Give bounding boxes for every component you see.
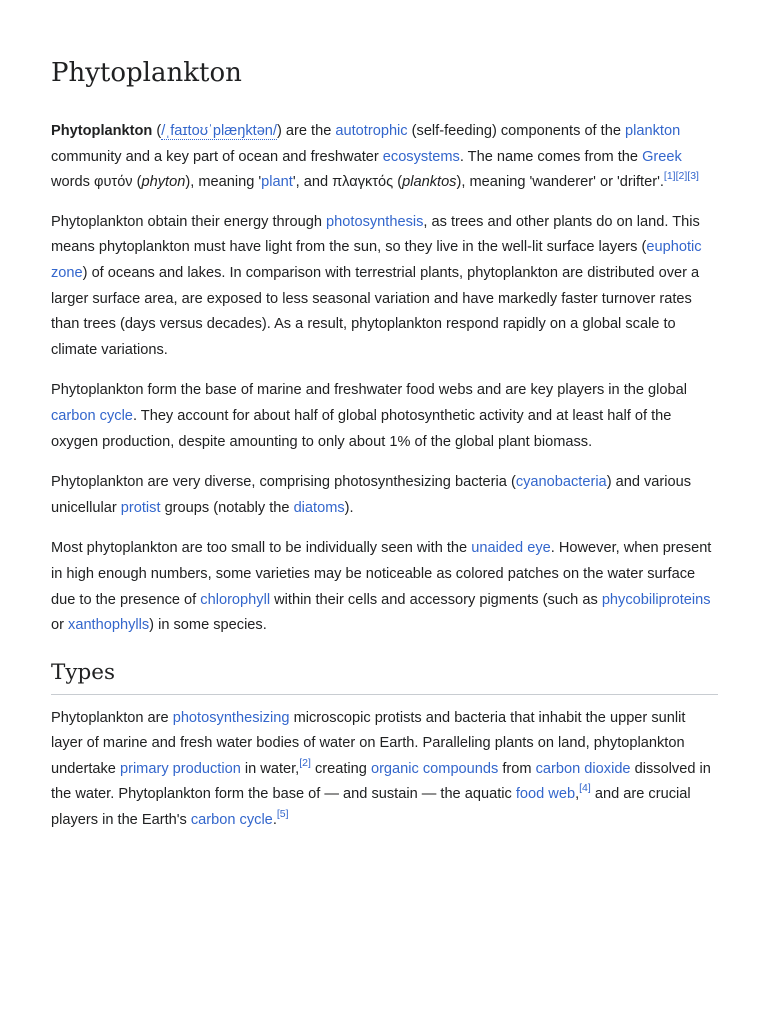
citation-ref-4[interactable] [579, 782, 591, 794]
citation-ref-2[interactable] [676, 170, 688, 182]
link-ecosystems[interactable]: ecosystems [382, 148, 460, 165]
text-run: (self-feeding) components of the [407, 123, 626, 139]
lead-term: Phytoplankton [51, 123, 153, 139]
italic-planktos: planktos [402, 174, 457, 191]
text-run: ( [152, 123, 162, 139]
link-cyanobacteria[interactable]: cyanobacteria [515, 474, 607, 491]
text-run: groups (notably the [160, 499, 294, 516]
text-run: and are crucial players in the Earth's [51, 786, 691, 829]
text-run: . They account for about half of global photosynthetic activity and at least half of the oxygen production, despite amounting to only about 1% of the global plant biomass. [51, 407, 672, 450]
text-run: within their cells and accessory pigments (such as [270, 591, 602, 608]
text-run: ), meaning 'wanderer' or 'drifter'. [456, 174, 664, 191]
italic-phyton: phyton [141, 174, 186, 191]
link-carbon-dioxide[interactable]: carbon dioxide [535, 760, 631, 777]
ipa-pronunciation-link[interactable]: /ˌfaɪtoʊˈplæŋktən/ [161, 123, 277, 139]
text-run: Phytoplankton form the base of marine and freshwater food webs and are key players in the global [51, 382, 688, 399]
link-carbon-cycle[interactable]: carbon cycle [51, 407, 133, 424]
link-diatoms[interactable]: diatoms [293, 499, 345, 516]
text-run: Most phytoplankton are too small to be individually seen with the [51, 540, 472, 557]
text-run: dissolved in the water. Phytoplankton form the base of — and sustain — the aquatic [51, 760, 711, 803]
text-run: Phytoplankton obtain their energy through [51, 213, 327, 230]
citation-ref-2[interactable] [299, 757, 311, 769]
text-run: ) in some species. [149, 617, 267, 634]
citation-link[interactable]: [2] [299, 756, 311, 769]
link-phycobiliproteins[interactable]: phycobiliproteins [601, 591, 711, 608]
intro-paragraph-3 [51, 378, 718, 455]
text-run: ) are the [276, 123, 336, 139]
citation-ref-5[interactable] [277, 808, 289, 820]
intro-paragraph-4 [51, 470, 718, 521]
text-run: , as trees and other plants do on land. This means phytoplankton must have light from the sun, so they live in the well-lit surface layers ( [51, 213, 700, 256]
link-euphotic-zone[interactable]: euphotic zone [51, 239, 702, 281]
intro-paragraph-2 [51, 210, 718, 364]
link-carbon-cycle[interactable]: carbon cycle [190, 812, 273, 829]
citation-link[interactable]: [4] [579, 782, 591, 795]
citation-ref-1[interactable] [664, 170, 676, 182]
text-run: community and a key part of ocean and freshwater [51, 148, 383, 165]
citation-ref-3[interactable] [687, 170, 699, 182]
link-food-web[interactable]: food web [515, 786, 576, 803]
text-run: , [575, 786, 580, 803]
link-protist[interactable]: protist [120, 499, 161, 516]
text-run: . The name comes from the [459, 148, 643, 165]
text-run: ), meaning ' [185, 174, 262, 191]
text-run: Phytoplankton are very diverse, comprising photosynthesizing bacteria ( [51, 474, 516, 491]
text-run: ). [344, 499, 354, 516]
link-organic-compounds[interactable]: organic compounds [370, 760, 499, 777]
citation-link[interactable]: [5] [276, 808, 289, 821]
text-run: creating [310, 760, 371, 777]
text-run: words φυτόν ( [51, 174, 142, 191]
text-run: ) of oceans and lakes. In comparison with terrestrial plants, phytoplankton are distributed over a larger surface area, are exposed to less seasonal variation and have markedly faster turnover rates than trees (days versus decades). As a result, phytoplankton respond rapidly on a global scale to climate variations. [51, 264, 700, 358]
types-paragraph-1 [51, 706, 718, 834]
intro-paragraph-5 [51, 536, 718, 638]
text-run: in water, [240, 760, 300, 777]
intro-paragraph-1 [51, 119, 718, 196]
citation-link[interactable]: [3] [687, 170, 699, 183]
text-run: Phytoplankton are [51, 709, 173, 726]
link-autotrophic[interactable]: autotrophic [335, 123, 408, 139]
link-xanthophylls[interactable]: xanthophylls [68, 617, 150, 634]
text-run: ', and πλαγκτός ( [292, 174, 403, 191]
section-heading-types: Types [51, 658, 718, 695]
citation-link[interactable]: [2] [675, 170, 688, 183]
text-run: . However, when present in high enough numbers, some varieties may be noticeable as colored patches on the water surface due to the presence of [51, 540, 712, 608]
link-primary-production[interactable]: primary production [119, 760, 241, 777]
text-run: from [498, 760, 536, 777]
link-unaided-eye[interactable]: unaided eye [471, 540, 551, 557]
link-photosynthesis[interactable]: photosynthesis [326, 213, 424, 230]
link-photosynthesizing[interactable]: photosynthesizing [172, 709, 290, 726]
link-plant[interactable]: plant [261, 174, 293, 191]
page-title: Phytoplankton [51, 58, 242, 88]
text-run: or [51, 617, 69, 634]
section-types [51, 706, 718, 834]
text-run: microscopic protists and bacteria that inhabit the upper sunlit layer of marine and fresh water bodies of water on Earth. Paralleling plants on land, phytoplankton undertake [51, 709, 686, 777]
article-body [51, 119, 718, 849]
citation-link[interactable]: [1] [663, 170, 676, 183]
text-run: . [272, 812, 277, 829]
link-chlorophyll[interactable]: chlorophyll [200, 591, 271, 608]
link-greek[interactable]: Greek [642, 148, 682, 165]
link-plankton[interactable]: plankton [625, 123, 681, 139]
text-run: ) and various unicellular [51, 474, 692, 516]
